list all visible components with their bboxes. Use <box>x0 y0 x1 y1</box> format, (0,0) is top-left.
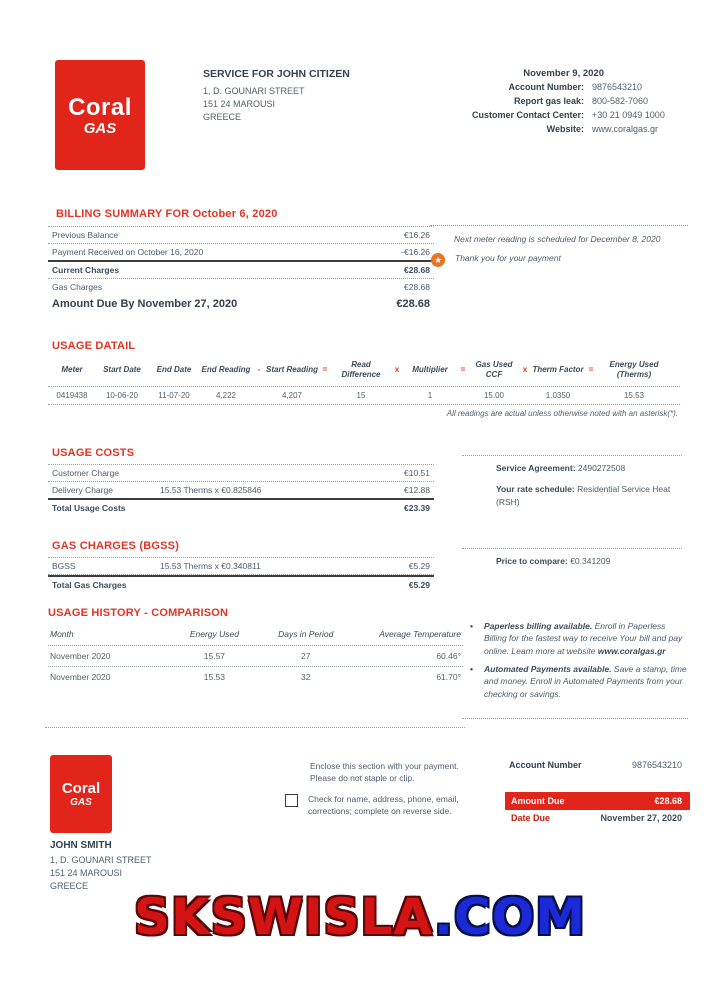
usage-detail-section <box>48 340 680 422</box>
bullet-text <box>484 663 688 700</box>
account-number-value: 9876543210 <box>631 760 682 770</box>
therm-factor-value: 1.0350 <box>545 391 571 400</box>
history-row <box>48 645 463 667</box>
info-bullets <box>470 620 688 706</box>
start-date-value: 10-06-20 <box>105 391 139 400</box>
month-value: November 2020 <box>50 672 111 682</box>
total-label: Total Usage Costs <box>52 503 126 513</box>
stub-payment-summary <box>505 760 690 823</box>
gas-leak-label: Report gas leak: <box>513 95 584 106</box>
row-value: €10.51 <box>404 468 430 478</box>
customer-charge-row <box>48 464 434 482</box>
usage-detail-data-row <box>48 386 680 405</box>
watermark-suffix: .COM <box>434 888 586 946</box>
account-info-row <box>412 123 690 137</box>
temperature-value: 60.46° <box>436 651 461 661</box>
service-address-block <box>203 60 403 170</box>
col-end-date: End Date <box>156 365 192 374</box>
date-due-row <box>505 810 690 823</box>
equals-operator: = <box>588 365 594 374</box>
temperature-value: 61.70° <box>436 672 461 682</box>
row-value: €5.29 <box>408 561 430 571</box>
price-to-compare-aside <box>462 548 682 568</box>
gas-used-ccf-value: 15.00 <box>483 391 505 400</box>
billing-row-gas-charges <box>48 279 434 295</box>
usage-history-title: USAGE HISTORY - COMPARISON <box>48 607 229 619</box>
service-agreement-value: 2490272508 <box>577 463 626 473</box>
rate-schedule-line <box>496 483 682 509</box>
bullet-text <box>484 620 688 657</box>
service-agreement-aside <box>462 455 682 508</box>
bullet-body: Save a stamp, time and money. Enroll in Automated Payments from your checking or savings. <box>484 663 687 699</box>
days-value: 27 <box>300 651 311 661</box>
gas-charges-section <box>48 540 434 593</box>
col-start-date: Start Date <box>103 365 141 374</box>
billing-notes <box>430 225 688 267</box>
total-usage-costs-row <box>48 498 434 516</box>
read-difference-value: 15 <box>356 391 366 400</box>
col-multiplier: Multiplier <box>412 365 448 374</box>
col-start-reading: Start Reading <box>266 365 319 374</box>
energy-used-value: 15.53 <box>623 391 645 400</box>
account-info-block <box>412 60 690 170</box>
row-value: €16.26 <box>404 230 430 240</box>
times-operator: x <box>522 365 528 374</box>
amount-due-value: €28.68 <box>396 298 430 310</box>
logo-text-gas: GAS <box>83 119 117 137</box>
account-number-value: 9876543210 <box>592 82 643 92</box>
logo-text-coral: Coral <box>68 93 132 121</box>
date-due-label: Date Due <box>511 813 551 823</box>
usage-costs-title: USAGE COSTS <box>52 447 135 459</box>
date-due-value: November 27, 2020 <box>600 813 682 823</box>
row-value: €28.68 <box>404 265 430 275</box>
total-value: €23.39 <box>404 503 430 513</box>
bullet-icon: • <box>470 621 473 631</box>
energy-value: 15.53 <box>203 672 226 682</box>
bullet-icon: • <box>470 663 473 674</box>
amount-due-label: Amount Due <box>511 796 565 806</box>
bgss-row <box>48 557 434 575</box>
month-value: November 2020 <box>50 651 111 661</box>
service-address-line: GREECE <box>203 112 242 123</box>
bill-date: November 9, 2020 <box>523 68 604 79</box>
usage-costs-section <box>48 447 434 516</box>
account-number-label: Account Number: <box>508 82 584 92</box>
account-info-row <box>412 109 690 123</box>
readings-footnote: All readings are actual unless otherwise noted with an asterisk(*). <box>446 409 678 418</box>
row-label: Current Charges <box>52 265 120 275</box>
days-value: 32 <box>300 672 311 682</box>
equals-operator: = <box>322 365 328 374</box>
account-number-label: Account Number <box>509 760 582 770</box>
service-agreement-line <box>496 462 682 475</box>
stub-account-row <box>505 760 690 770</box>
energy-value: 15.57 <box>203 651 226 661</box>
corrections-checkbox[interactable] <box>285 794 298 807</box>
row-value: €12.88 <box>404 485 430 495</box>
col-energy-used: Energy Used <box>189 629 239 639</box>
minus-operator: - <box>257 365 261 374</box>
service-address-line: 1, D. GOUNARI STREET <box>203 86 305 96</box>
billing-summary-section <box>48 208 434 313</box>
usage-detail-title: USAGE DATAIL <box>52 340 136 352</box>
coral-gas-logo-small <box>50 755 112 833</box>
start-reading-value: 4,207 <box>281 391 303 400</box>
history-row <box>48 667 463 687</box>
amount-due-value: €28.68 <box>654 796 682 806</box>
rate-schedule-label: Your rate schedule: <box>496 483 575 494</box>
row-label: Gas Charges <box>52 282 103 292</box>
enclose-instructions: Enclose this section with your payment. Please do not staple or clip. <box>310 761 459 784</box>
coral-gas-logo <box>55 60 145 170</box>
watermark-main: SKSWISLA <box>134 888 435 946</box>
times-operator: x <box>394 365 400 374</box>
end-date-value: 11-07-20 <box>158 391 190 400</box>
next-meter-reading-note: Next meter reading is scheduled for December 8, 2020 <box>454 234 661 244</box>
billing-row-previous-balance <box>48 226 434 244</box>
col-month: Month <box>50 629 74 639</box>
stub-mailing-address <box>50 840 250 893</box>
row-value: -€16.26 <box>401 247 430 257</box>
stub-divider <box>45 727 465 728</box>
thank-you-note: Thank you for your payment <box>455 253 561 263</box>
bullet-body: Enroll in Paperless Billing for the fastest way to receive Your bill and pay online. Learn more at website <box>484 621 683 656</box>
usage-detail-header-row <box>48 358 680 386</box>
col-read-difference: Read Difference <box>341 360 381 379</box>
thank-you-note-row <box>430 253 688 267</box>
corrections-check-row <box>285 793 480 818</box>
account-info-row <box>412 95 690 109</box>
stub-address-line: GREECE <box>50 881 89 892</box>
billing-summary-title: BILLING SUMMARY FOR October 6, 2020 <box>56 208 278 220</box>
col-end-reading: End Reading <box>201 365 251 374</box>
row-value: €28.68 <box>404 282 430 292</box>
col-therm-factor: Therm Factor <box>532 365 584 374</box>
bullet-lead: Automated Payments available. <box>484 663 612 674</box>
col-meter: Meter <box>61 365 83 374</box>
row-label: Previous Balance <box>52 230 119 240</box>
col-average-temperature: Average Temperature <box>379 629 461 639</box>
total-label: Total Gas Charges <box>52 580 127 590</box>
multiplier-value: 1 <box>427 391 433 400</box>
account-info-row <box>412 81 690 95</box>
col-gas-used-ccf: Gas Used CCF <box>475 360 513 379</box>
billing-row-payment-received <box>48 244 434 260</box>
row-detail: 15.53 Therms x €0.340811 <box>160 561 261 571</box>
equals-operator: = <box>460 365 466 374</box>
row-label: Customer Charge <box>52 468 120 478</box>
bill-header <box>45 60 690 170</box>
row-detail: 15.53 Therms x €0.825846 <box>160 485 262 495</box>
website-label: Website: <box>546 123 584 134</box>
usage-history-header-row <box>48 627 463 645</box>
corrections-check-text: Check for name, address, phone, email, corrections; complete on reverse side. <box>308 794 459 817</box>
paperless-billing-bullet <box>470 620 688 657</box>
divider <box>462 718 688 719</box>
row-label: BGSS <box>52 561 76 571</box>
logo-text-gas: GAS <box>70 797 92 808</box>
site-watermark <box>0 888 720 946</box>
service-for-title: SERVICE FOR JOHN CITIZEN <box>203 68 350 80</box>
amount-due-label: Amount Due By November 27, 2020 <box>52 298 238 310</box>
star-icon: ★ <box>431 253 445 267</box>
customer-name: JOHN SMITH <box>50 840 112 851</box>
service-address-line: 151 24 MAROUSI <box>203 99 276 110</box>
stub-address-line: 1, D. GOUNARI STREET <box>50 855 152 865</box>
stub-address-line: 151 24 MAROUSI <box>50 868 123 879</box>
automated-payments-bullet <box>470 663 688 700</box>
website-link[interactable]: www.coralgas.gr <box>597 645 666 656</box>
amount-due-bar <box>505 792 690 810</box>
gas-charges-title: GAS CHARGES (BGSS) <box>52 540 180 552</box>
meter-value: 0419438 <box>56 391 88 400</box>
billing-row-amount-due <box>48 295 434 313</box>
rate-schedule-value: Residential Service Heat (RSH) <box>496 483 671 507</box>
row-label: Payment Received on October 16, 2020 <box>52 247 204 257</box>
service-agreement-label: Service Agreement: <box>496 463 576 473</box>
gas-leak-value: 800-582-7060 <box>592 95 649 106</box>
end-reading-value: 4,222 <box>215 391 237 400</box>
logo-text-coral: Coral <box>61 780 101 797</box>
col-energy-used: Energy Used (Therms) <box>609 360 659 379</box>
price-to-compare-value: €0.341209 <box>570 556 611 566</box>
website-link[interactable]: www.coralgas.gr <box>592 123 659 134</box>
total-value: €5.29 <box>408 580 430 590</box>
row-label: Delivery Charge <box>52 485 113 495</box>
col-days-in-period: Days in Period <box>278 629 334 639</box>
billing-row-current-charges <box>48 260 434 279</box>
price-to-compare-label: Price to compare: <box>496 556 568 566</box>
contact-center-value: +30 21 0949 1000 <box>592 109 665 120</box>
delivery-charge-row <box>48 482 434 498</box>
bullet-lead: Paperless billing available. <box>484 621 593 631</box>
usage-history-section <box>48 607 463 687</box>
total-gas-charges-row <box>48 575 434 593</box>
contact-center-label: Customer Contact Center: <box>471 109 584 120</box>
